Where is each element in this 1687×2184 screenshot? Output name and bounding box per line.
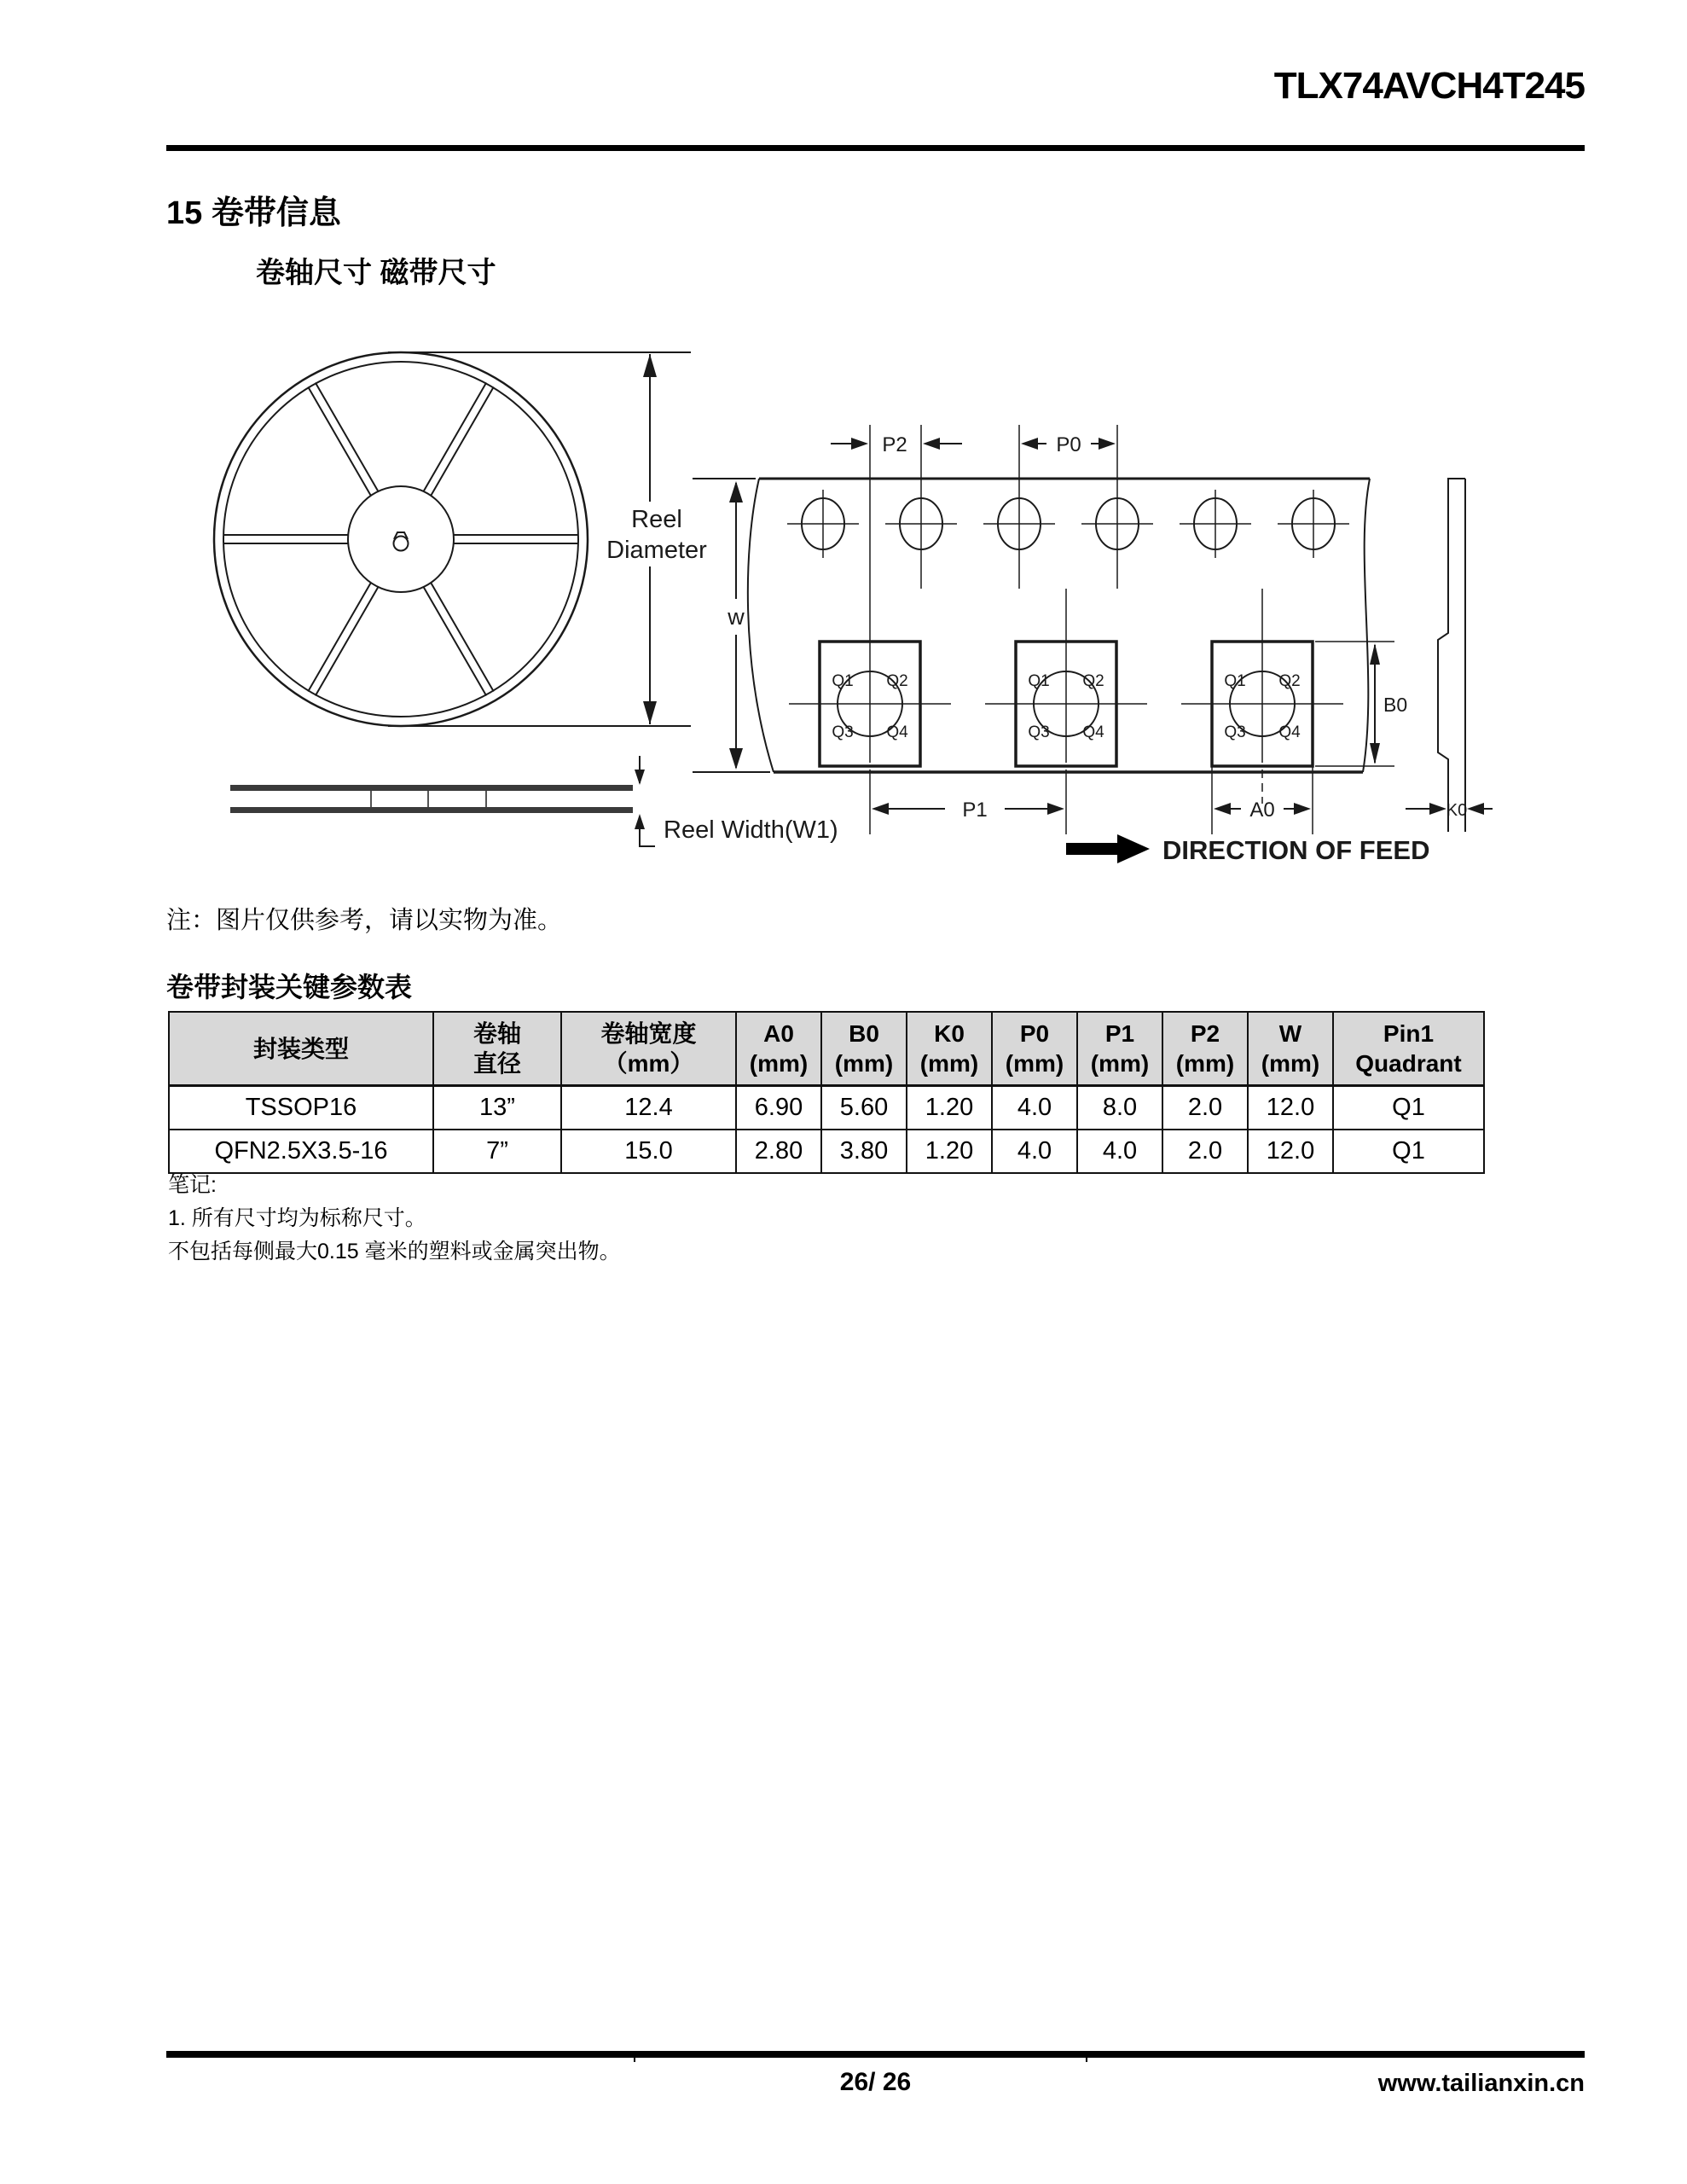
p0-label: P0 <box>1056 433 1081 456</box>
svg-text:Q4: Q4 <box>886 723 908 741</box>
a0-label: A0 <box>1249 799 1275 822</box>
cell-p1: 8.0 <box>1077 1086 1162 1130</box>
cell-w: 12.0 <box>1248 1086 1333 1130</box>
w-dimension <box>693 479 770 772</box>
p2-dimension <box>831 433 962 456</box>
svg-text:Q3: Q3 <box>832 723 854 741</box>
reel-front-view <box>214 352 707 726</box>
reel-diameter-label-line2: Diameter <box>606 537 707 564</box>
footer-website: www.tailianxin.cn <box>1377 2070 1585 2097</box>
parameters-table-title: 卷带封装关键参数表 <box>166 972 413 1002</box>
cell-p0: 4.0 <box>992 1086 1077 1130</box>
cell-k0: 1.20 <box>907 1130 992 1173</box>
w-label: w <box>728 604 745 630</box>
svg-text:Q1: Q1 <box>1224 672 1246 690</box>
svg-text:Q1: Q1 <box>832 672 854 690</box>
k0-dimension <box>1406 801 1493 820</box>
cell-p2: 2.0 <box>1162 1130 1248 1173</box>
col-header-a0: A0 (mm) <box>736 1012 821 1086</box>
reel-spokes <box>223 383 578 696</box>
col-header-p1: P1 (mm) <box>1077 1012 1162 1086</box>
col-header-b0: B0 (mm) <box>821 1012 907 1086</box>
svg-text:Q4: Q4 <box>1278 723 1301 741</box>
sprocket-holes <box>787 490 1349 558</box>
header-rule <box>166 145 1585 151</box>
footnote-2: 不包括每侧最大0.15 毫米的塑料或金属突出物。 <box>168 1240 621 1263</box>
footnote-1: 1. 所有尺寸均为标称尺寸。 <box>168 1206 426 1230</box>
direction-of-feed-label: DIRECTION OF FEED <box>1162 835 1430 865</box>
direction-of-feed <box>1066 834 1429 865</box>
footnotes-label: 笔记: <box>168 1173 217 1197</box>
reel-diameter-label-line1: Reel <box>631 506 682 533</box>
reel-hub-keyhole <box>394 532 409 551</box>
section-subheading: 卷轴尺寸 磁带尺寸 <box>256 257 496 289</box>
cell-p1: 4.0 <box>1077 1130 1162 1173</box>
svg-text:Q1: Q1 <box>1028 672 1050 690</box>
svg-text:Q2: Q2 <box>886 672 908 690</box>
col-header-k0: K0 (mm) <box>907 1012 992 1086</box>
document-title: TLX74AVCH4T245 <box>1273 65 1585 107</box>
tape-and-reel-diagram <box>128 333 1493 913</box>
cell-a0: 2.80 <box>736 1130 821 1173</box>
cell-reel-width: 15.0 <box>561 1130 736 1173</box>
reference-note: 注：图片仅供参考，请以实物为准。 <box>166 907 563 934</box>
footer-tick <box>1086 2051 1087 2062</box>
k0-label: K0 <box>1446 801 1468 820</box>
footer-page-number: 26/ 26 <box>839 2068 912 2096</box>
cell-reel-diameter: 13” <box>433 1086 561 1130</box>
cell-reel-diameter: 7” <box>433 1130 561 1173</box>
svg-text:Q3: Q3 <box>1028 723 1050 741</box>
cell-pin1-quadrant: Q1 <box>1333 1130 1484 1173</box>
reel-diameter-dimension <box>388 352 707 726</box>
cell-p0: 4.0 <box>992 1130 1077 1173</box>
p1-label: P1 <box>962 799 988 822</box>
reel-side-view <box>230 756 838 846</box>
table-row-qfn <box>169 1130 1484 1173</box>
col-header-pin1-quadrant: Pin1 Quadrant <box>1333 1012 1484 1086</box>
svg-text:Q2: Q2 <box>1278 672 1301 690</box>
svg-text:Q4: Q4 <box>1082 723 1104 741</box>
table-row-tssop16 <box>169 1086 1484 1130</box>
cell-b0: 5.60 <box>821 1086 907 1130</box>
cell-reel-width: 12.4 <box>561 1086 736 1130</box>
cell-a0: 6.90 <box>736 1086 821 1130</box>
b0-label: B0 <box>1383 694 1408 716</box>
col-header-p2: P2 (mm) <box>1162 1012 1248 1086</box>
col-header-p0: P0 (mm) <box>992 1012 1077 1086</box>
col-header-w: W (mm) <box>1248 1012 1333 1086</box>
section-heading: 15 卷带信息 <box>166 195 341 231</box>
tape-reel-drawing <box>128 333 1493 913</box>
cell-k0: 1.20 <box>907 1086 992 1130</box>
cell-pin1-quadrant: Q1 <box>1333 1086 1484 1130</box>
col-header-reel-diameter: 卷轴 直径 <box>433 1012 561 1086</box>
footer-tick <box>634 2051 635 2062</box>
tape-reel-parameters-table <box>168 1011 1485 1174</box>
cell-b0: 3.80 <box>821 1130 907 1173</box>
carrier-tape-front-view <box>693 425 1407 834</box>
col-header-package-type: 封装类型 <box>169 1012 433 1086</box>
table-header-row <box>169 1012 1484 1086</box>
cell-package-type: QFN2.5X3.5-16 <box>169 1130 433 1173</box>
footer-rule <box>166 2051 1585 2058</box>
svg-text:Q3: Q3 <box>1224 723 1246 741</box>
cell-package-type: TSSOP16 <box>169 1086 433 1130</box>
tape-side-view <box>1406 479 1493 832</box>
svg-text:Q2: Q2 <box>1082 672 1104 690</box>
table-footnotes <box>168 1170 621 1270</box>
cell-w: 12.0 <box>1248 1130 1333 1173</box>
p2-label: P2 <box>882 433 907 456</box>
reel-width-label: Reel Width(W1) <box>664 816 838 844</box>
col-header-reel-width: 卷轴宽度 （mm） <box>561 1012 736 1086</box>
p0-dimension <box>1021 433 1116 456</box>
feed-direction-arrow-icon <box>1066 834 1150 863</box>
cell-p2: 2.0 <box>1162 1086 1248 1130</box>
p1-dimension <box>872 799 1064 822</box>
